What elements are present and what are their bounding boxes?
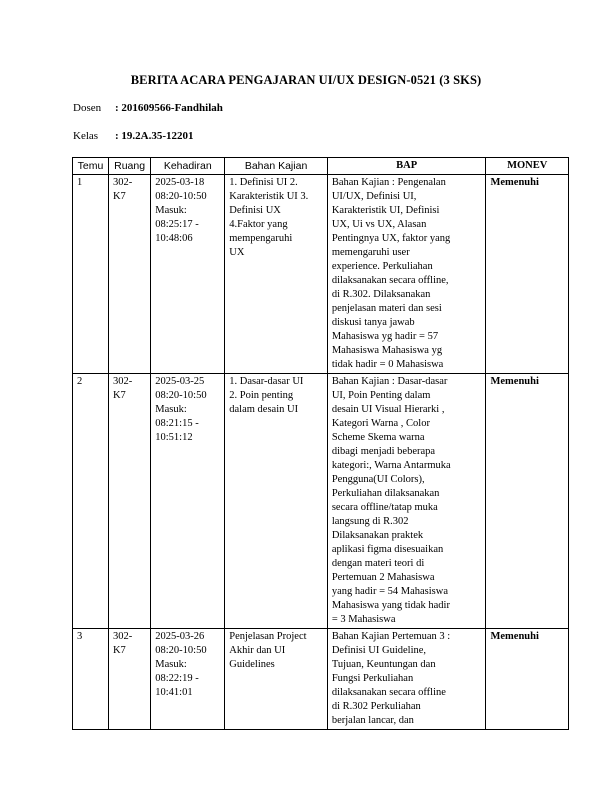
header-bahan-kajian: Bahan Kajian xyxy=(225,158,328,175)
cell-ruang: 302- K7 xyxy=(108,374,150,629)
cell-bahan-kajian: 1. Dasar-dasar UI 2. Poin penting dalam desain UI xyxy=(225,374,328,629)
cell-temu: 2 xyxy=(73,374,109,629)
table-row xyxy=(73,175,569,374)
table-header-row xyxy=(73,158,569,175)
cell-temu: 3 xyxy=(73,629,109,730)
cell-bahan-kajian: Penjelasan Project Akhir dan UI Guidelines xyxy=(225,629,328,730)
header-bap: BAP xyxy=(327,158,486,175)
kelas-line xyxy=(73,130,194,142)
header-monev: MONEV xyxy=(486,158,569,175)
dosen-value: : 201609566-Fandhilah xyxy=(115,102,223,114)
document-title: BERITA ACARA PENGAJARAN UI/UX DESIGN-0521 (3 SKS) xyxy=(130,73,482,87)
dosen-line xyxy=(73,102,223,114)
cell-bap: Bahan Kajian : Pengenalan UI/UX, Definisi UI, Karakteristik UI, Definisi UX, Ui vs UX, Alasan Pentingnya UX, faktor yang memengaruhi user experience. Perkuliahan dilaksanakan secara offline, di R.302. Dilaksanakan penjelasan materi dan sesi diskusi tanya jawab Mahasiswa yg hadir = 57 Mahasiswa Mahasiswa yg tidak hadir = 0 Mahasiswa xyxy=(327,175,486,374)
cell-monev: Memenuhi xyxy=(486,374,569,629)
cell-bahan-kajian: 1. Definisi UI 2. Karakteristik UI 3. Definisi UX 4.Faktor yang mempengaruhi UX xyxy=(225,175,328,374)
header-temu: Temu xyxy=(73,158,109,175)
cell-bap: Bahan Kajian Pertemuan 3 : Definisi UI Guideline, Tujuan, Keuntungan dan Fungsi Perkuliahan dilaksanakan secara offline di R.302 Perkuliahan berjalan lancar, dan xyxy=(327,629,486,730)
cell-monev: Memenuhi xyxy=(486,629,569,730)
cell-ruang: 302- K7 xyxy=(108,175,150,374)
cell-bap: Bahan Kajian : Dasar-dasar UI, Poin Penting dalam desain UI Visual Hierarki , Kategori Warna , Color Scheme Skema warna dibagi menjadi beberapa kategori:, Warna Antarmuka Pengguna(UI Colors), Perkuliahan dilaksanakan secara offline/tatap muka langsung di R.302 Dilaksanakan praktek aplikasi figma disesuaikan dengan materi teori di Pertemuan 2 Mahasiswa yang hadir = 54 Mahasiswa Mahasiswa yang tidak hadir = 3 Mahasiswa xyxy=(327,374,486,629)
cell-kehadiran: 2025-03-25 08:20-10:50 Masuk: 08:21:15 - 10:51:12 xyxy=(151,374,225,629)
header-ruang: Ruang xyxy=(108,158,150,175)
cell-kehadiran: 2025-03-18 08:20-10:50 Masuk: 08:25:17 - 10:48:06 xyxy=(151,175,225,374)
kelas-label: Kelas xyxy=(73,130,99,142)
cell-ruang: 302- K7 xyxy=(108,629,150,730)
cell-temu: 1 xyxy=(73,175,109,374)
cell-monev: Memenuhi xyxy=(486,175,569,374)
kelas-value: : 19.2A.35-12201 xyxy=(115,130,194,142)
header-kehadiran: Kehadiran xyxy=(151,158,225,175)
table-row xyxy=(73,629,569,730)
table-row xyxy=(73,374,569,629)
dosen-label: Dosen xyxy=(73,102,102,114)
cell-kehadiran: 2025-03-26 08:20-10:50 Masuk: 08:22:19 - 10:41:01 xyxy=(151,629,225,730)
attendance-table xyxy=(72,157,569,730)
